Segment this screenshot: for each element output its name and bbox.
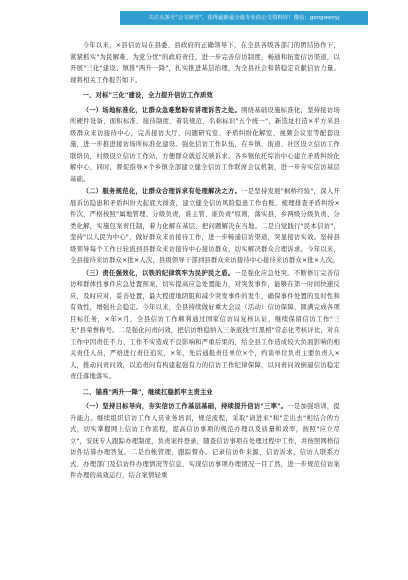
subsection-paragraph bbox=[70, 105, 340, 186]
subsection-lead: （一）场地标准化，让群众急难愁盼有讲理诉苦之处。 bbox=[82, 106, 242, 114]
section-heading: 一、对标"三化"建设，全力提升信访工作质效 bbox=[82, 92, 213, 99]
subsection-lead: （一）坚持目标导向，夯实信访工作基层基础，持续提升信访"三率"。 bbox=[82, 403, 288, 410]
subsection-text: 一是加强培训，提升能力。继续组织信访工作人员业务培训，规范流程，采取"请进来"和"走出去"相结合的方式，切实掌握网上信访工作流程，提高信访事项的规范办理以及质量和效率，按照"应立尽立"，安抚专人跟踪办理制度，负责案件登录，随查信访事项在处理过程中工作，并按照网格信访件结算办理答复。二是台帐管理，跟踪督办。记录信访件来源、信访诉求、信访人联系方式、办理部门及信访件办理情况等信息，实现信访事项办理情况一目了然，进一步规范信访案件办理的高效运行，结合案情轻重 bbox=[70, 403, 340, 479]
subsection-text: 一是坚持发展"枫桥经验"，深入开展诉访隐患和矛盾纠纷大起底大排查，建立健全信访风险隐患工作台账，梳理排查矛盾纠纷×件次，严格按照"属地管理、分级负责，谁主管、谁负责"原则，落实县、乡两级分级负责、分类化解，实施包案责任制，着力化解在基层、把问题解决在当地。二是自觉践行"民本信访"，坚持"以人民为中心"，做好群众来访接待工作，进一步畅通信访渠道，突显接访实效。坚持县级领导每个工作日轮流到县群众来访接待中心接访群众，切实解决群众合理诉求。今年以来，全县接待来访群众×批×人次，县级领导干部到县群众来访接待中心接待来访群众×批×人次。 bbox=[70, 188, 340, 264]
subsection-paragraph bbox=[70, 186, 340, 267]
subsection-paragraph bbox=[70, 401, 340, 482]
subsection-lead: （三）责任强效化，以铁的纪律筑牢为民护民之盾。 bbox=[82, 269, 235, 277]
body-paragraph: 今年以来，×县信访局在县委、县政府的正确领导下，在全县各级各部门的团结协作下，紧紧抓实"为民解难、为党分忧"的政府责任，进一步完善信访制度，畅通和拓宽信访渠道，以开展"三化"建设、镇推"两升一降"，扎实推进基层治理，为全县社会和谐稳定贡献信访力量。现将相关工作报告如下。 bbox=[70, 42, 340, 84]
subsection-paragraph bbox=[70, 268, 340, 383]
document-body bbox=[70, 40, 340, 482]
subsection-text: 一是强化应急处突。不断修订完善信访和群体性事件应急处置预案，切实提高应急处置能力，对突发事件，能够在第一时间快速反应，及时应对，妥善处置，最大程度地阴阻和减少突发事件的发生，确保事件处置的及时性和有效性，增强社会稳定。今年以来，全县持续做好重大会议（活动）信访保障，圆满完成各项目标任务，×年×月，全县信访工作顺利通过国家信访局复核认证，继续保留信访工作"三无"县荣誉称号。二是强化问责问效，把信访维稳纳入三条底线"红黑榜"常态化考核评比，对在工作中因责任不力、工作不实造成不良影响和严重后果的，给全县工作造成较大负面影响的相关责任人员，严格进行责任追究，×年，先后通报责任单位×个，约谈单位负责主要负责人×人，推动问责问效，以追责问有构建起强有力的信访工作纪律保障，以问责问效倒逼信访稳定责任落地落实。 bbox=[70, 269, 340, 380]
subsection-lead: （二）服务规范化，让群众合理诉求有处理解决之方。 bbox=[82, 188, 242, 195]
section-heading: 二、锚准"两升一降"，继续扛稳抓牢主责主业 bbox=[82, 388, 213, 396]
subsection-text: 围绕基础设施标准化，坚持接访场所硬件设备、面积标准、接待制度、着装规范、名称标识"五个统一"，新选址打造×平方米县级群众来访接待中心，完善接访大厅、问题研究室、矛盾纠纷化解室、视频会议室等配套设施，进一步推进接访场所标准化建设。强化信访工作队伍，在乡镇、街道、社区设立信访工作联络员，村级设立信访工作站，方便群众就近反映诉求。各乡镇依托综治中心建立矛盾纠纷化解中心，同时，督促指导×个乡镇全部建立健全信访工作联席会议机制，进一步夯实信访基层基础。 bbox=[70, 106, 340, 183]
promo-banner: 关注头条号"公文研究"，获得最新最全最专业的公文资料库！微信：gongwenyj bbox=[120, 11, 368, 25]
